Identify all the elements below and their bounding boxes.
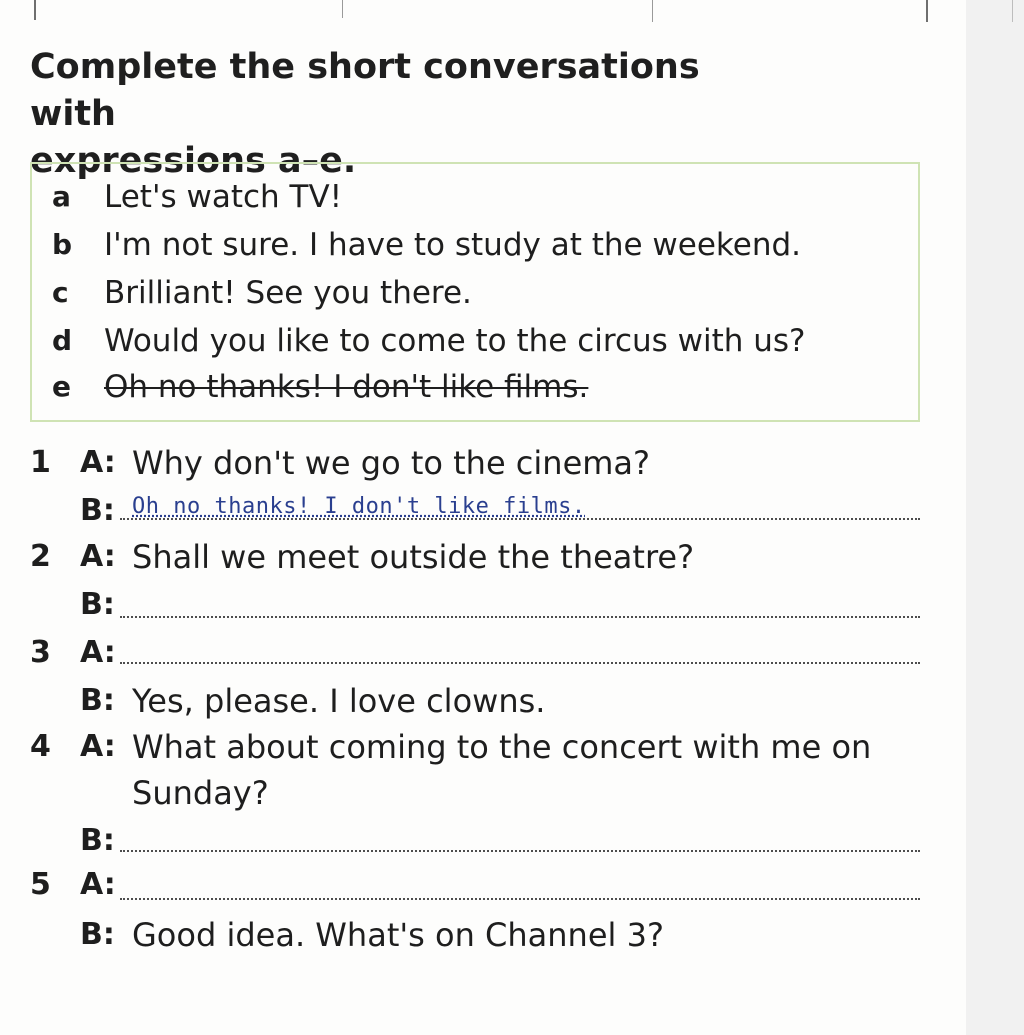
answer-blank[interactable] [120, 898, 920, 900]
speaker-b: B: [80, 587, 115, 622]
speaker-b: B: [80, 493, 115, 528]
line-b: Yes, please. I love clowns. [132, 682, 546, 720]
item-number: 4 [30, 729, 51, 764]
option-text: Would you like to come to the circus with us? [104, 323, 806, 359]
option-text: I'm not sure. I have to study at the weekend. [104, 227, 802, 263]
line-a: What about coming to the concert with me on [132, 728, 872, 766]
instruction-line-1: Complete the short conversations with [30, 47, 700, 134]
expressions-box [30, 162, 920, 422]
speaker-b: B: [80, 683, 115, 718]
speaker-a: A: [80, 445, 116, 480]
handwritten-answer: Oh no thanks! I don't like films. [132, 494, 586, 519]
option-letter: e [52, 370, 71, 403]
option-text-struck: Oh no thanks! I don't like films. [104, 369, 589, 405]
speaker-b: B: [80, 917, 115, 952]
answer-blank[interactable] [120, 850, 920, 852]
top-rule-mark [342, 0, 343, 18]
line-b: Good idea. What's on Channel 3? [132, 916, 664, 954]
line-a: Shall we meet outside the theatre? [132, 538, 695, 576]
top-rule-mark [1012, 0, 1013, 22]
line-a-continued: Sunday? [132, 774, 269, 812]
speaker-a: A: [80, 867, 116, 902]
option-letter: b [52, 228, 73, 261]
answer-blank[interactable] [120, 616, 920, 618]
top-rule-mark [652, 0, 653, 22]
item-number: 3 [30, 635, 51, 670]
top-rule-mark [34, 0, 36, 20]
speaker-b: B: [80, 823, 115, 858]
item-number: 2 [30, 539, 51, 574]
option-text: Brilliant! See you there. [104, 275, 472, 311]
answer-blank[interactable] [120, 662, 920, 664]
item-number: 1 [30, 445, 51, 480]
page-edge [966, 0, 1024, 1035]
speaker-a: A: [80, 635, 116, 670]
option-letter: a [52, 180, 71, 213]
item-number: 5 [30, 867, 51, 902]
line-a: Why don't we go to the cinema? [132, 444, 651, 482]
option-text: Let's watch TV! [104, 179, 343, 215]
top-rule-mark [926, 0, 928, 22]
speaker-a: A: [80, 539, 116, 574]
speaker-a: A: [80, 729, 116, 764]
instruction-line-2: expressions a–e. [30, 141, 357, 181]
option-letter: d [52, 324, 73, 357]
option-letter: c [52, 276, 69, 309]
